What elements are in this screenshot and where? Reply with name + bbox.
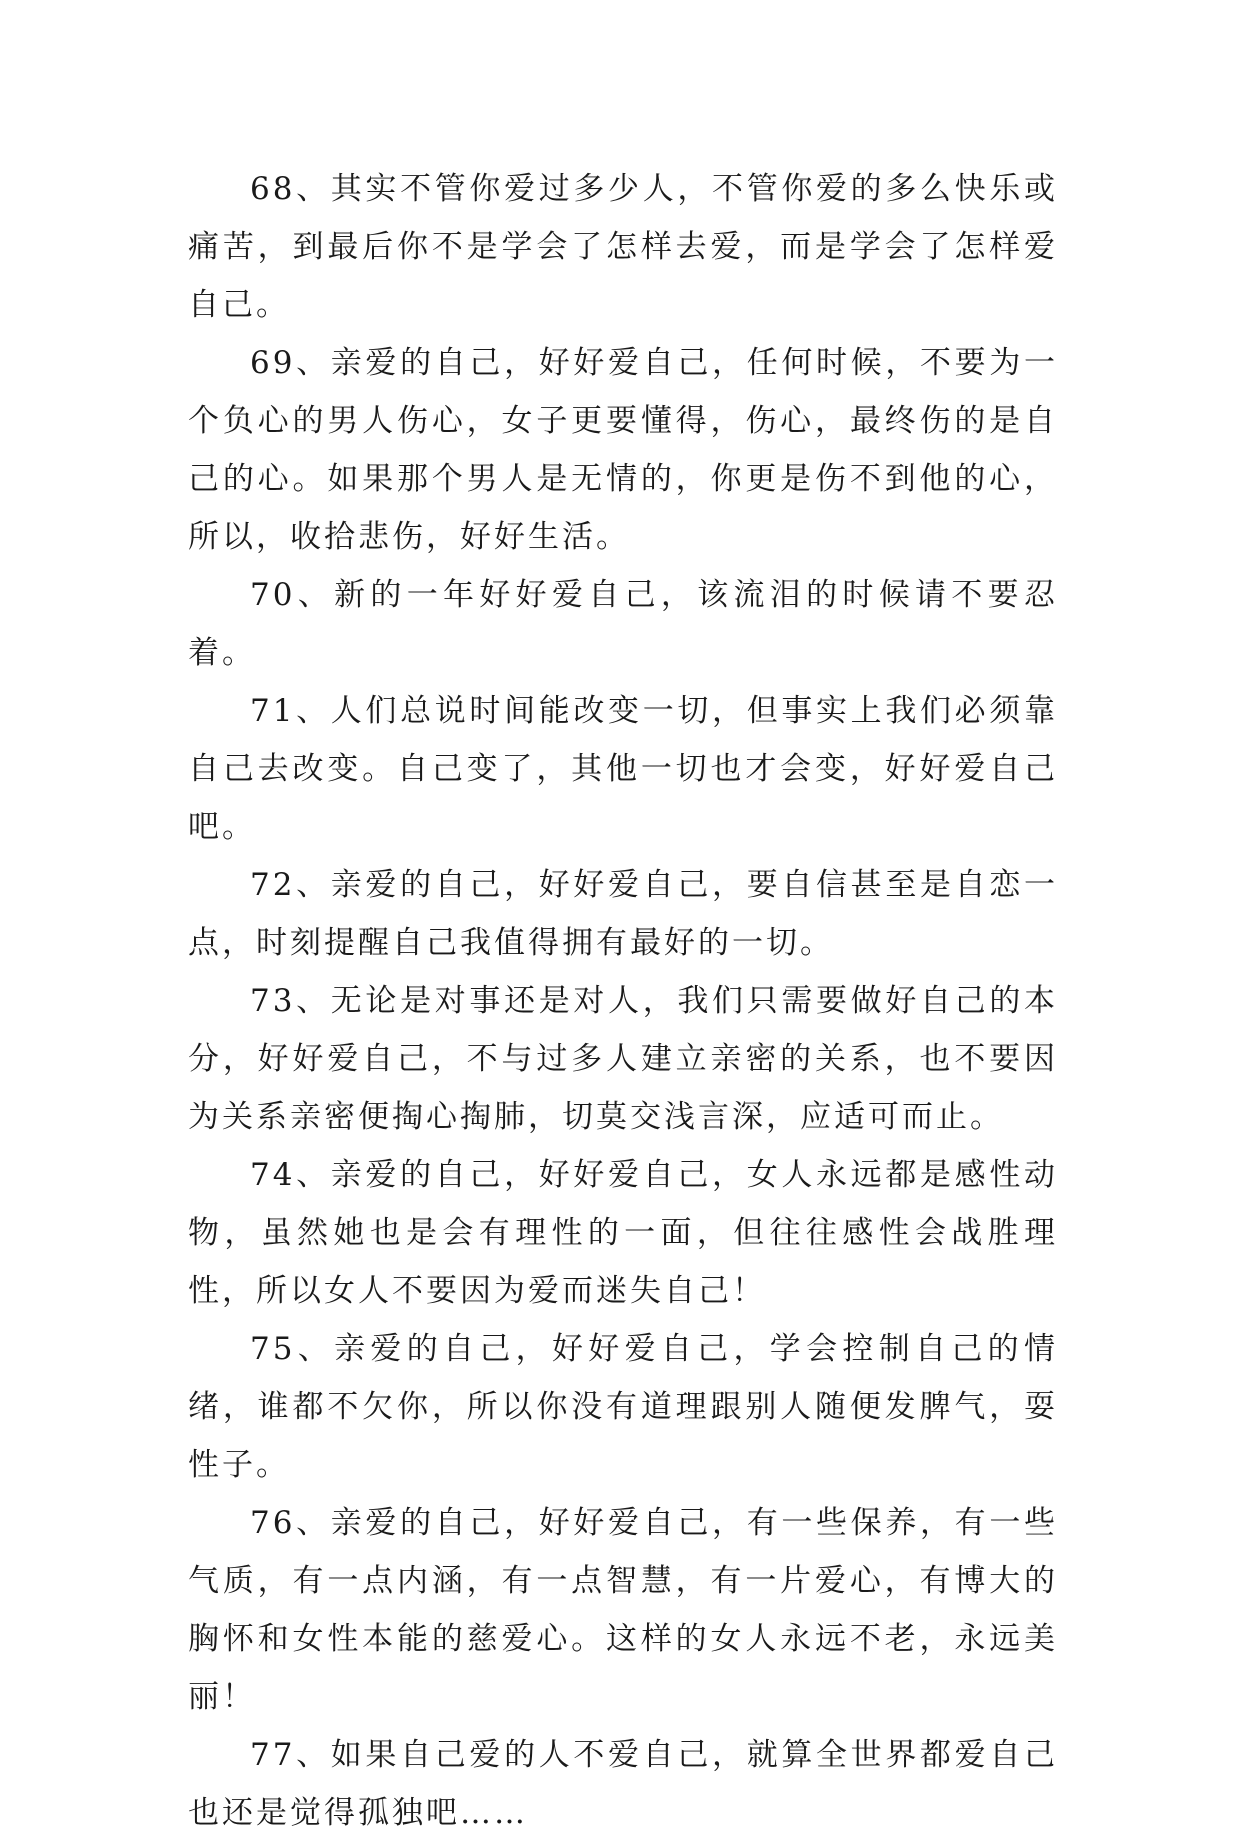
paragraph-72: 72、亲爱的自己，好好爱自己，要自信甚至是自恋一点，时刻提醒自己我值得拥有最好的一切。 [188, 867, 1058, 961]
document-body [188, 160, 1058, 1842]
paragraph-73: 73、无论是对事还是对人，我们只需要做好自己的本分，好好爱自己，不与过多人建立亲密的关系，也不要因为关系亲密便掏心掏肺，切莫交浅言深，应适可而止。 [188, 983, 1058, 1135]
paragraph-77: 77、如果自己爱的人不爱自己，就算全世界都爱自己也还是觉得孤独吧…… [188, 1737, 1058, 1831]
paragraph-70: 70、新的一年好好爱自己，该流泪的时候请不要忍着。 [188, 577, 1058, 671]
paragraph-71: 71、人们总说时间能改变一切，但事实上我们必须靠自己去改变。自己变了，其他一切也才会变，好好爱自己吧。 [188, 693, 1058, 845]
paragraph-69: 69、亲爱的自己，好好爱自己，任何时候，不要为一个负心的男人伤心，女子更要懂得，伤心，最终伤的是自己的心。如果那个男人是无情的，你更是伤不到他的心，所以，收拾悲伤，好好生活。 [188, 345, 1058, 555]
paragraph-68: 68、其实不管你爱过多少人，不管你爱的多么快乐或痛苦，到最后你不是学会了怎样去爱，而是学会了怎样爱自己。 [188, 171, 1058, 323]
paragraph-75: 75、亲爱的自己，好好爱自己，学会控制自己的情绪，谁都不欠你，所以你没有道理跟别人随便发脾气，耍性子。 [188, 1331, 1058, 1483]
paragraph-74: 74、亲爱的自己，好好爱自己，女人永远都是感性动物，虽然她也是会有理性的一面，但往往感性会战胜理性，所以女人不要因为爱而迷失自己！ [188, 1157, 1058, 1309]
paragraph-76: 76、亲爱的自己，好好爱自己，有一些保养，有一些气质，有一点内涵，有一点智慧，有一片爱心，有博大的胸怀和女性本能的慈爱心。这样的女人永远不老，永远美丽！ [188, 1505, 1058, 1715]
